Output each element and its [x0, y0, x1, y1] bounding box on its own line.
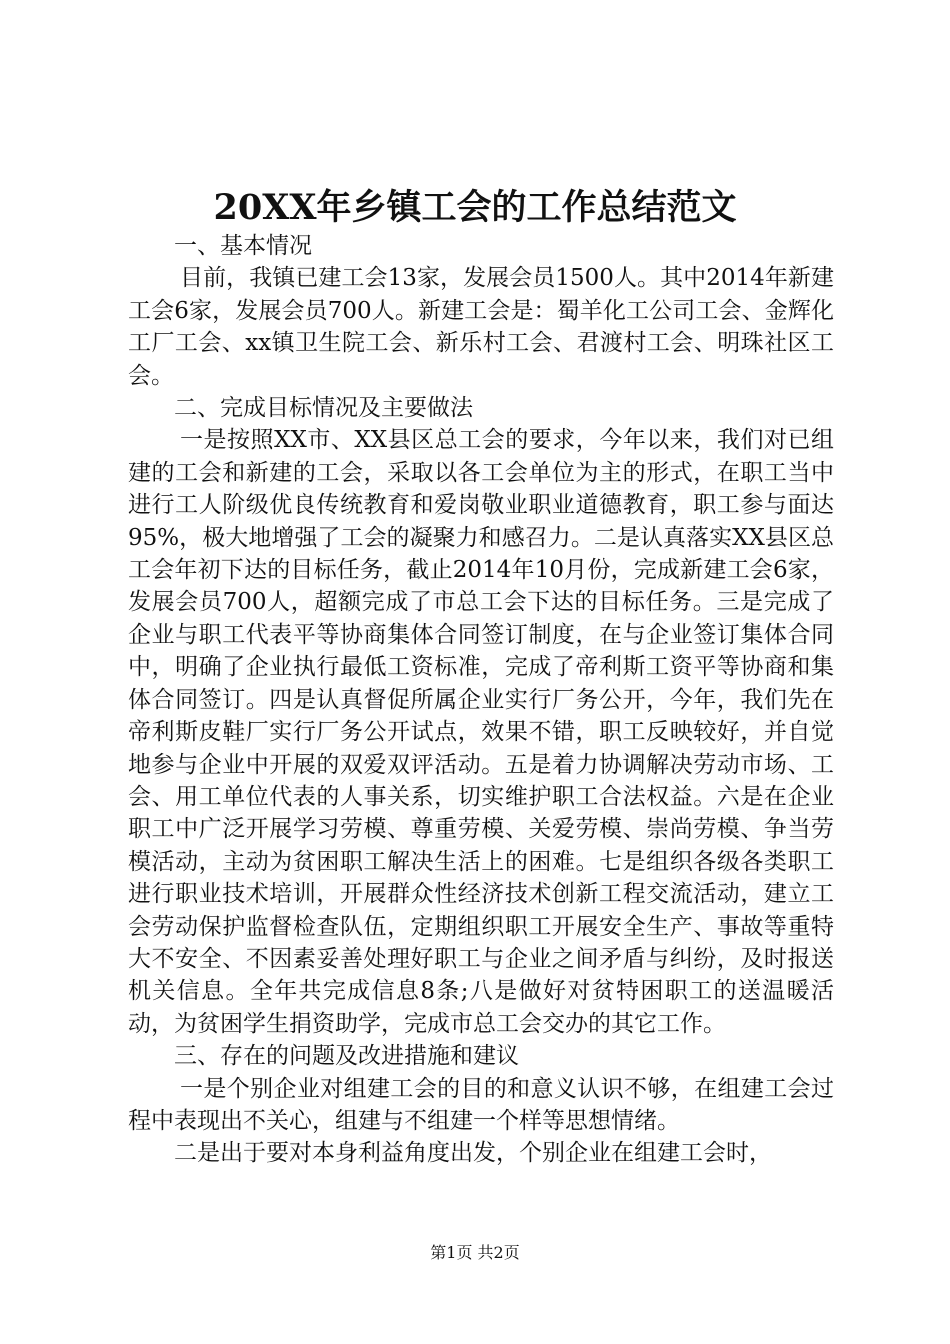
page-footer: 第1页 共2页: [430, 1243, 520, 1262]
document-title: 20XX年乡镇工会的工作总结范文: [213, 187, 737, 228]
section-heading-goals-and-methods: 二、完成目标情况及主要做法: [174, 395, 473, 422]
paragraph-problem-one: 一是个别企业对组建工会的目的和意义认识不够，在组建工会过程中表现出不关心，组建与不组建一个样等思想情绪。: [128, 1075, 834, 1134]
paragraph-problem-two: 二是出于要对本身利益角度出发，个别企业在组建工会时，: [174, 1140, 772, 1167]
paragraph-basic-situation: 目前，我镇已建工会13家，发展会员1500人。其中2014年新建工会6家，发展会员700人。新建工会是：蜀羊化工公司工会、金辉化工厂工会、xx镇卫生院工会、新乐村工会、君渡村工会、明珠社区工会。: [128, 265, 834, 389]
document-body: [128, 230, 834, 1170]
section-heading-basic-situation: 一、基本情况: [174, 233, 312, 259]
paragraph-goals-and-methods: 一是按照XX市、XX县区总工会的要求，今年以来，我们对已组建的工会和新建的工会，采取以各工会单位为主的形式，在职工当中进行工人阶级优良传统教育和爱岗敬业职业道德教育，职工参与面达95%，极大地增强了工会的凝聚力和感召力。二是认真落实XX县区总工会年初下达的目标任务，截止2014年10月份，完成新建工会6家，发展会员700人，超额完成了市总工会下达的目标任务。三是完成了企业与职工代表平等协商集体合同签订制度，在与企业签订集体合同中，明确了企业执行最低工资标准，完成了帝利斯工资平等协商和集体合同签订。四是认真督促所属企业实行厂务公开，今年，我们先在帝利斯皮鞋厂实行厂务公开试点，效果不错，职工反映较好，并自觉地参与企业中开展的双爱双评活动。五是着力协调解决劳动市场、工会、用工单位代表的人事关系，切实维护职工合法权益。六是在企业职工中广泛开展学习劳模、尊重劳模、关爱劳模、崇尚劳模、争当劳模活动，主动为贫困职工解决生活上的困难。七是组织各级各类职工进行职业技术培训，开展群众性经济技术创新工程交流活动，建立工会劳动保护监督检查队伍，定期组织职工开展安全生产、事故等重特大不安全、不因素妥善处理好职工与企业之间矛盾与纠纷，及时报送机关信息。全年共完成信息8条;八是做好对贫特困职工的送温暖活动，为贫困学生捐资助学，完成市总工会交办的其它工作。: [128, 427, 834, 1037]
section-heading-problems-and-suggestions: 三、存在的问题及改进措施和建议: [174, 1043, 519, 1070]
